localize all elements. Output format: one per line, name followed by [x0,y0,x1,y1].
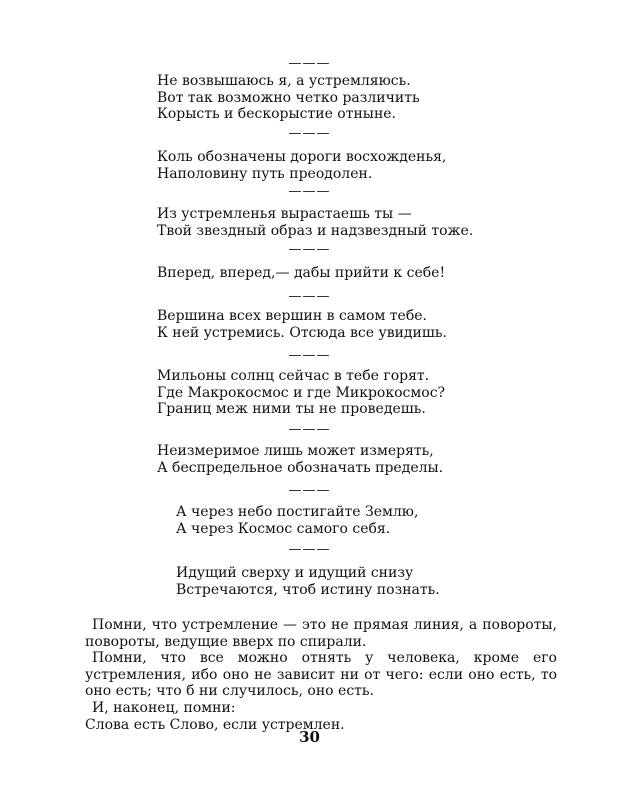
verse-line: Мильоны солнц сейчас в тебе горят. [157,368,430,384]
verse-line: Неизмеримое лишь может измерять, [157,443,434,459]
stanza-5 [157,308,447,341]
stanza-8 [176,504,418,537]
prose-block [85,617,557,733]
stanza-9 [176,565,440,598]
stanza-6 [157,368,445,418]
stanza-separator: ——— [288,483,331,498]
stanza-2 [157,149,446,182]
verse-line: А через Космос самого себя. [176,520,391,537]
stanza-separator: ——— [288,289,331,304]
prose-paragraph: И, наконец, помни: [92,699,236,716]
verse-line: Не возвышаюсь я, а устремляюсь. [157,73,411,89]
verse-line: Где Макрокосмос и где Микрокосмос? [157,384,446,401]
stanza-separator: ——— [288,542,331,557]
stanza-separator: ——— [288,242,331,257]
verse-line: Твой звездный образ и надзвездный тоже. [157,222,474,239]
verse-line: Идущий сверху и идущий снизу [176,565,414,581]
verse-line: Наполовину путь преодолен. [157,165,373,182]
stanza-4 [157,265,445,282]
page-number: 30 [299,728,320,746]
stanza-1 [157,73,420,123]
verse-line: А беспредельное обозначать пределы. [157,459,444,476]
verse-line: Вот так возможно четко различить [157,89,420,106]
verse-line: А через небо постигайте Землю, [176,504,419,520]
verse-line: Корысть и бескорыстие отныне. [157,106,397,122]
stanza-separator: ——— [288,184,331,199]
stanza-7 [157,443,443,476]
prose-paragraph: Помни, что устремление — это не прямая линия, а повороты, повороты, ведущие вверх по спирали. [85,617,557,650]
stanza-separator: ——— [288,126,331,141]
verse-line: Встречаются, чтоб истину познать. [176,581,440,598]
verse-line: К ней устремись. Отсюда все увидишь. [157,324,447,341]
verse-line: Коль обозначены дороги восхожденья, [157,149,447,165]
stanza-separator: ——— [288,56,331,71]
prose-paragraph: Слова есть Слово, если устремлен. [85,716,345,733]
verse-line: Вперед, вперед,— дабы прийти к себе! [157,265,446,281]
verse-line: Вершина всех вершин в самом тебе. [157,308,427,324]
stanza-3 [157,206,473,239]
verse-line: Из устремленья вырастаешь ты — [157,206,412,222]
stanza-separator: ——— [288,422,331,437]
prose-paragraph: Помни, что все можно отнять у человека, кроме его устремления, ибо оно не зависит ни от чего: если оно есть, то оно есть; что б ни случилось, оно есть. [85,650,557,700]
stanza-separator: ——— [288,348,331,363]
verse-line: Границ меж ними ты не проведешь. [157,401,426,417]
